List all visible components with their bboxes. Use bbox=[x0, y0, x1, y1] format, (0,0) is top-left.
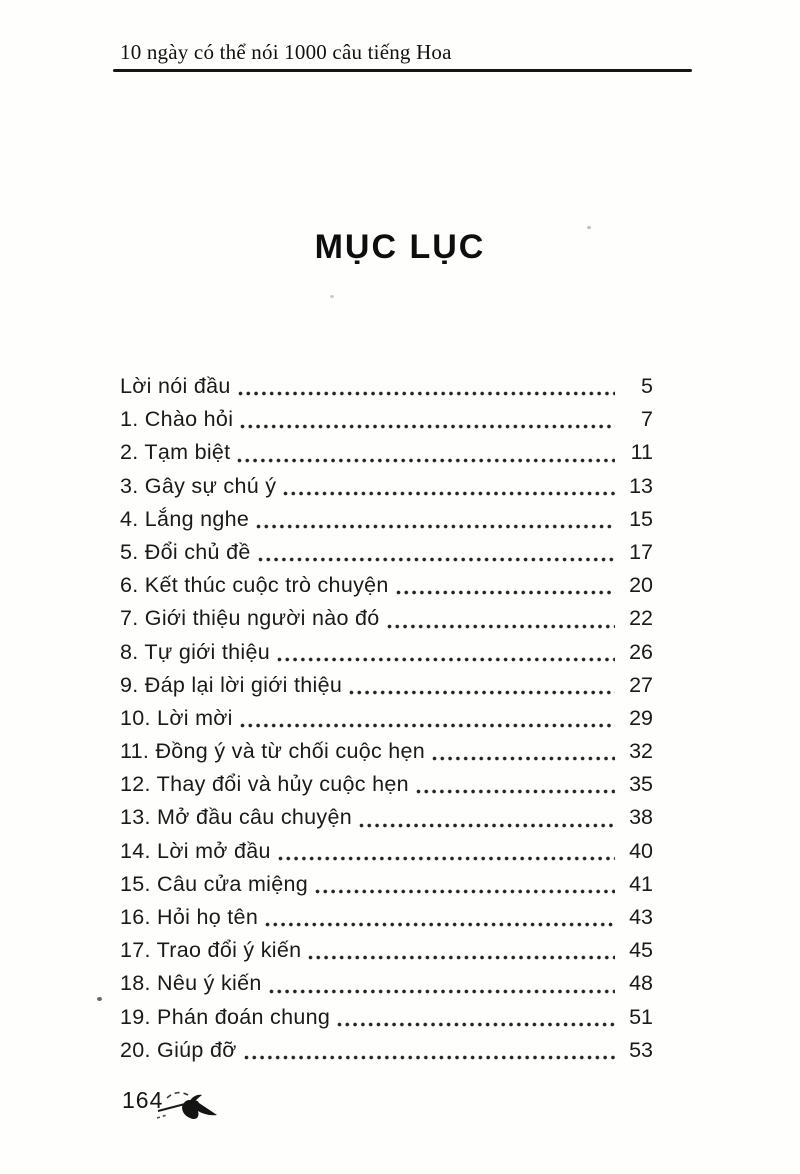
toc-entry-label: 13. Mở đầu câu chuyện bbox=[120, 805, 352, 830]
toc-entry-label: 7. Giới thiệu người nào đó bbox=[120, 606, 380, 631]
toc-entry-page: 41 bbox=[629, 871, 653, 896]
toc-entry-page: 17 bbox=[629, 539, 653, 564]
dot-leader bbox=[269, 989, 615, 994]
dot-leader bbox=[349, 690, 615, 695]
toc-entry-page: 26 bbox=[629, 639, 653, 664]
toc-entry bbox=[120, 436, 653, 469]
toc-entry bbox=[120, 470, 653, 503]
dot-leader bbox=[277, 657, 615, 662]
scan-artifact-dot bbox=[587, 226, 591, 229]
toc-entry bbox=[120, 1034, 653, 1067]
toc-entry bbox=[120, 636, 653, 669]
running-header-book-title: 10 ngày có thể nói 1000 câu tiếng Hoa bbox=[120, 40, 452, 64]
toc-entry bbox=[120, 801, 653, 834]
toc-entry-label: 19. Phán đoán chung bbox=[120, 1004, 331, 1029]
dot-leader bbox=[432, 756, 615, 761]
dot-leader bbox=[283, 491, 615, 496]
toc-entry-page: 48 bbox=[629, 971, 653, 996]
toc-entry-label: 11. Đồng ý và từ chối cuộc hẹn bbox=[120, 739, 426, 764]
toc-entry-label: 14. Lời mở đầu bbox=[120, 838, 271, 863]
toc-entry-page: 40 bbox=[629, 838, 653, 863]
toc-entry bbox=[120, 1001, 653, 1034]
toc-entry bbox=[120, 403, 653, 436]
toc-entry-page: 11 bbox=[630, 440, 653, 465]
dot-leader bbox=[265, 922, 615, 927]
toc-entry-label: 20. Giúp đỡ bbox=[120, 1037, 237, 1062]
toc-entry-page: 35 bbox=[629, 772, 653, 797]
dot-leader bbox=[315, 889, 615, 894]
toc-entry-label: 3. Gây sự chú ý bbox=[120, 473, 277, 498]
toc-entry-page: 43 bbox=[629, 905, 653, 929]
toc-entry-page: 15 bbox=[629, 506, 653, 531]
scan-artifact-dot bbox=[330, 295, 334, 298]
toc-entry-label: 4. Lắng nghe bbox=[120, 506, 250, 531]
page-number: 164 bbox=[122, 1087, 164, 1113]
toc-list bbox=[120, 370, 653, 1067]
dot-leader bbox=[416, 789, 615, 794]
dot-leader bbox=[278, 856, 615, 861]
toc-entry-label: 10. Lời mời bbox=[120, 705, 233, 730]
toc-entry-page: 22 bbox=[629, 606, 653, 631]
toc-entry-page: 7 bbox=[641, 407, 653, 432]
dot-leader bbox=[240, 723, 615, 728]
dot-leader bbox=[240, 424, 615, 429]
dot-leader bbox=[359, 823, 615, 828]
dot-leader bbox=[387, 624, 615, 629]
dot-leader bbox=[238, 391, 615, 396]
toc-entry bbox=[120, 768, 653, 801]
toc-entry-label: 2. Tạm biệt bbox=[120, 440, 231, 465]
toc-entry-label: 12. Thay đổi và hủy cuộc hẹn bbox=[120, 772, 409, 797]
toc-entry bbox=[120, 868, 653, 901]
toc-entry-page: 13 bbox=[629, 473, 653, 498]
dot-leader bbox=[337, 1022, 615, 1027]
toc-entry bbox=[120, 967, 653, 1000]
toc-entry-page: 51 bbox=[629, 1004, 653, 1029]
toc-entry-page: 45 bbox=[629, 938, 653, 963]
toc-entry-page: 38 bbox=[629, 805, 653, 830]
toc-entry bbox=[120, 370, 653, 403]
toc-entry-label: 17. Trao đổi ý kiến bbox=[120, 938, 302, 963]
toc-entry-label: 16. Hỏi họ tên bbox=[120, 905, 259, 929]
toc-entry-page: 5 bbox=[641, 374, 653, 398]
toc-entry-page: 29 bbox=[629, 705, 653, 730]
header-rule bbox=[113, 69, 692, 72]
page-title: MỤC LỤC bbox=[314, 228, 486, 266]
toc-entry bbox=[120, 602, 653, 635]
toc-entry-page: 32 bbox=[629, 739, 653, 764]
toc-entry-label: Lời nói đầu bbox=[120, 374, 231, 398]
toc-entry-page: 20 bbox=[629, 573, 653, 598]
toc-entry bbox=[120, 569, 653, 602]
toc-entry-label: 8. Tự giới thiệu bbox=[120, 639, 271, 664]
toc-entry bbox=[120, 835, 653, 868]
dot-leader bbox=[308, 955, 615, 960]
toc-entry bbox=[120, 669, 653, 702]
toc-entry bbox=[120, 934, 653, 967]
flying-bird-icon bbox=[155, 1087, 221, 1137]
toc-entry-page: 27 bbox=[629, 672, 653, 697]
toc-entry-label: 6. Kết thúc cuộc trò chuyện bbox=[120, 573, 389, 598]
dot-leader bbox=[258, 557, 615, 562]
toc-entry-label: 15. Câu cửa miệng bbox=[120, 871, 309, 896]
dot-leader bbox=[244, 1055, 615, 1060]
toc-entry-page: 53 bbox=[629, 1037, 653, 1062]
toc-entry bbox=[120, 503, 653, 536]
scan-artifact-dot bbox=[97, 997, 102, 1001]
dot-leader bbox=[396, 590, 615, 595]
toc-entry-label: 18. Nêu ý kiến bbox=[120, 971, 262, 996]
dot-leader bbox=[256, 524, 615, 529]
toc-entry-label: 9. Đáp lại lời giới thiệu bbox=[120, 672, 343, 697]
toc-entry bbox=[120, 536, 653, 569]
toc-entry bbox=[120, 901, 653, 934]
toc-entry bbox=[120, 702, 653, 735]
toc-entry-label: 5. Đổi chủ đề bbox=[120, 539, 251, 564]
dot-leader bbox=[237, 458, 615, 463]
toc-entry bbox=[120, 735, 653, 768]
toc-entry-label: 1. Chào hỏi bbox=[120, 407, 234, 432]
